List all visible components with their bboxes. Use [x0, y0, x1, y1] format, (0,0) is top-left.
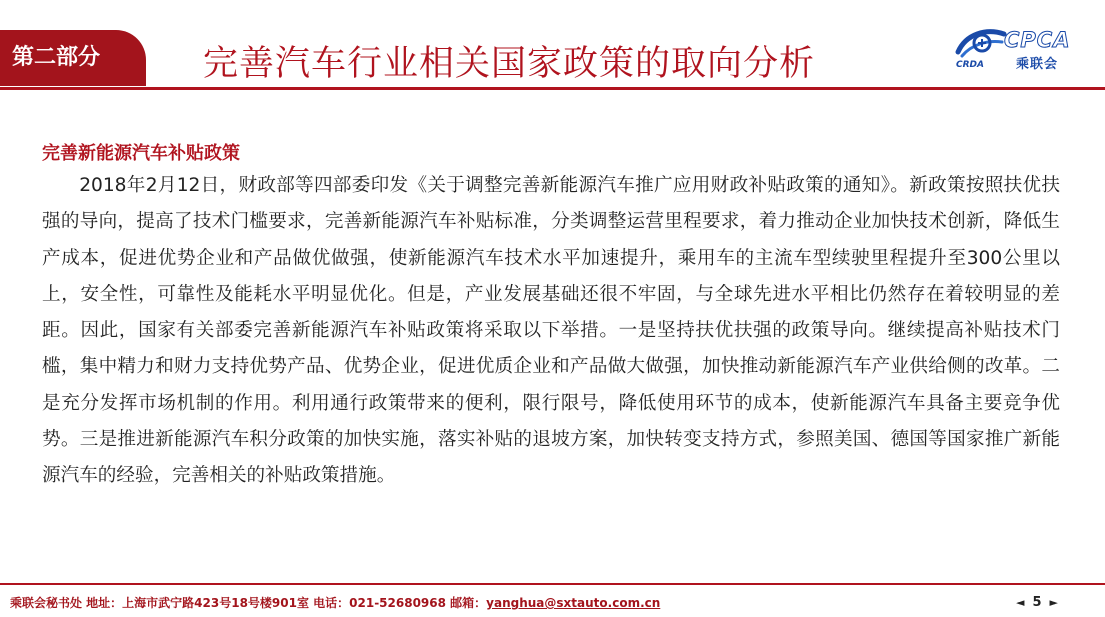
logo-swoosh-icon	[952, 26, 1012, 62]
footer-divider	[0, 583, 1105, 585]
logo-cpca-text: CPCA	[1004, 28, 1071, 52]
page-title: 完善汽车行业相关国家政策的取向分析	[203, 44, 816, 84]
footer-contact	[10, 594, 660, 611]
header	[0, 0, 1105, 92]
footer-email-link[interactable]: yanghua@sxtauto.com.cn	[486, 596, 661, 610]
footer-info-text: 乘联会秘书处 地址：上海市武宁路423号18号楼901室 电话：021-52680968 邮箱：	[10, 596, 487, 610]
body-paragraph: 2018年2月12日，财政部等四部委印发《关于调整完善新能源汽车推广应用财政补贴政策的通知》。新政策按照扶优扶强的导向，提高了技术门槛要求，完善新能源汽车补贴标准，分类调整运营里程要求，着力推动企业加快技术创新，降低生产成本，促进优势企业和产品做优做强，使新能源汽车技术水平加速提升，乘用车的主流车型续驶里程提升至300公里以上，安全性，可靠性及能耗水平明显优化。但是，产业发展基础还很不牢固，与全球先进水平相比仍然存在着较明显的差距。因此，国家有关部委完善新能源汽车补贴政策将采取以下举措。一是坚持扶优扶强的政策导向。继续提高补贴技术门槛，集中精力和财力支持优势产品、优势企业，促进优质企业和产品做大做强，加快推动新能源汽车产业供给侧的改革。二是充分发挥市场机制的作用。利用通行政策带来的便利，限行限号，降低使用环节的成本，使新能源汽车具备主要竞争优势。三是推进新能源汽车积分政策的加快实施，落实补贴的退坡方案，加快转变支持方式，参照美国、德国等国家推广新能源汽车的经验，完善相关的补贴政策措施。	[42, 175, 1060, 487]
logo-cn-text: 乘联会	[1016, 57, 1059, 72]
next-page-icon[interactable]: ►	[1049, 595, 1058, 609]
section-subheading: 完善新能源汽车补贴政策	[42, 143, 240, 164]
logo-sub-text: CRDA	[956, 60, 984, 70]
prev-page-icon[interactable]: ◄	[1016, 595, 1025, 609]
header-divider	[0, 87, 1105, 90]
cpca-logo	[952, 26, 1097, 74]
section-label: 第二部分	[0, 30, 146, 86]
page-number: 5	[1032, 594, 1042, 610]
pager	[1016, 592, 1058, 612]
